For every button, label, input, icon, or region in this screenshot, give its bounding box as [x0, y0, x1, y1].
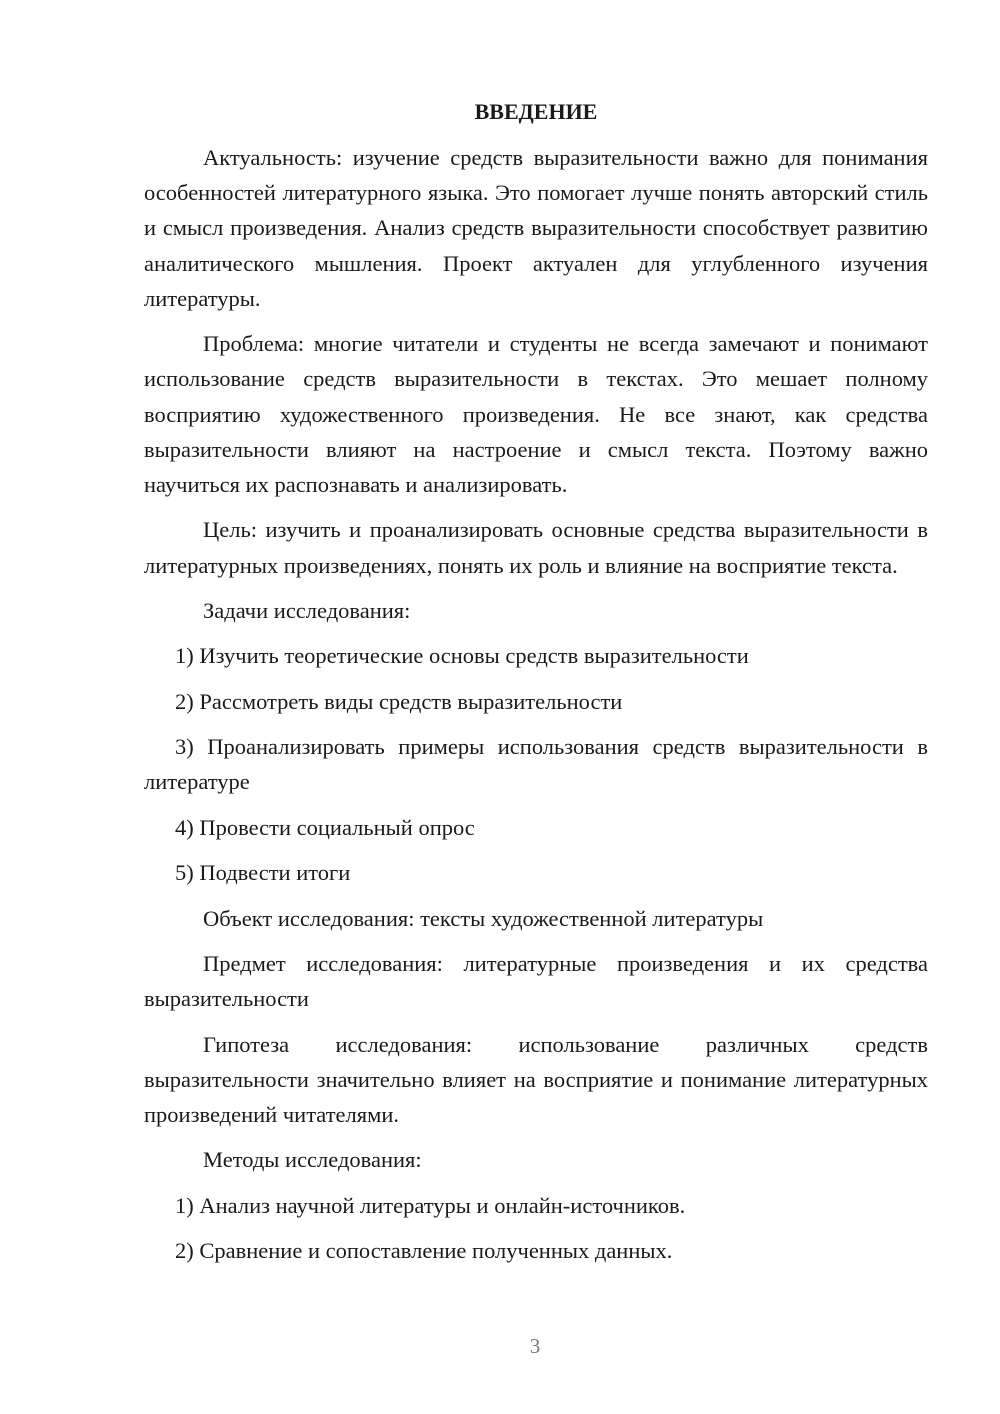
method-item-1: 1) Анализ научной литературы и онлайн-источников.	[175, 1192, 686, 1218]
goal-paragraph: Цель: изучить и проанализировать основные средства выразительности в литературных произведениях, понять их роль и влияние на восприятие текста.	[144, 517, 928, 578]
task-item-2: 2) Рассмотреть виды средств выразительности	[175, 688, 623, 714]
problem-paragraph: Проблема: многие читатели и студенты не всегда замечают и понимают использование средств выразительности в текстах. Это мешает полному восприятию художественного произведения. Не все знают, как средства выразительности влияют на настроение и смысл текста. Поэтому важно научиться их распознавать и анализировать.	[144, 331, 928, 498]
task-item-1: 1) Изучить теоретические основы средств выразительности	[175, 643, 749, 669]
subject-paragraph: Предмет исследования: литературные произведения и их средства выразительности	[144, 950, 928, 1012]
methods-heading: Методы исследования:	[203, 1147, 422, 1173]
task-item-4: 4) Провести социальный опрос	[175, 814, 475, 840]
page-number: 3	[529, 1334, 541, 1358]
task-item-3: 3) Проанализировать примеры использования средств выразительности в литературе	[144, 734, 928, 795]
hypothesis-paragraph: Гипотеза исследования: использование различных средств выразительности значительно влияет на восприятие и понимание литературных произведений читателями.	[144, 1031, 928, 1127]
object-paragraph: Объект исследования: тексты художественной литературы	[203, 905, 764, 931]
method-item-2: 2) Сравнение и сопоставление полученных данных.	[175, 1238, 673, 1264]
tasks-heading: Задачи исследования:	[203, 598, 411, 623]
relevance-paragraph: Актуальность: изучение средств выразительности важно для понимания особенностей литературного языка. Это помогает лучше понять авторский стиль и смысл произведения. Анализ средств выразительности способствует развитию аналитического мышления. Проект актуален для углубленного изучения литературы.	[144, 145, 928, 311]
page-content	[144, 94, 928, 1279]
section-title: ВВЕДЕНИЕ	[474, 99, 598, 124]
task-item-5: 5) Подвести итоги	[175, 860, 351, 886]
